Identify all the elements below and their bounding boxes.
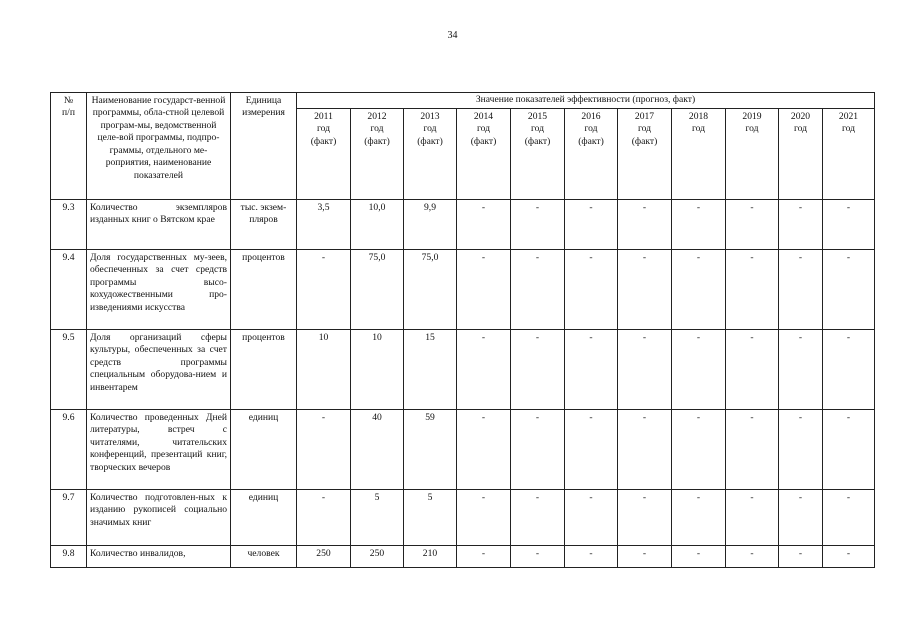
table-row — [51, 490, 875, 546]
value-cell: 75,0 — [404, 250, 457, 330]
value-cell: 250 — [351, 546, 404, 568]
header-year: 2019 год — [726, 109, 779, 200]
header-year: 2014 год (факт) — [457, 109, 511, 200]
value-cell: - — [511, 200, 565, 250]
value-cell: - — [672, 330, 726, 410]
header-group: Значение показателей эффективности (прогноз, факт) — [297, 93, 875, 109]
value-cell: - — [511, 250, 565, 330]
header-year: 2015 год (факт) — [511, 109, 565, 200]
row-number: 9.7 — [51, 490, 87, 546]
indicators-table — [50, 92, 875, 568]
header-name: Наименование государст-венной программы, обла-стной целевой програм-мы, ведомственной целе-вой программы, подпро-граммы, отдельного ме-роприятия, наименование показателей — [87, 93, 231, 200]
unit-of-measure: тыс. экзем-пляров — [231, 200, 297, 250]
value-cell: - — [726, 546, 779, 568]
table-row — [51, 330, 875, 410]
value-cell: - — [618, 250, 672, 330]
value-cell: - — [297, 250, 351, 330]
value-cell: - — [297, 410, 351, 490]
value-cell: - — [823, 490, 875, 546]
value-cell: - — [511, 330, 565, 410]
value-cell: - — [823, 330, 875, 410]
value-cell: - — [511, 546, 565, 568]
header-year: 2016 год (факт) — [565, 109, 618, 200]
page-number: 34 — [447, 30, 458, 41]
value-cell: - — [457, 410, 511, 490]
value-cell: - — [779, 200, 823, 250]
value-cell: - — [726, 330, 779, 410]
value-cell: - — [618, 410, 672, 490]
value-cell: - — [618, 490, 672, 546]
value-cell: 3,5 — [297, 200, 351, 250]
value-cell: 59 — [404, 410, 457, 490]
value-cell: - — [672, 490, 726, 546]
unit-of-measure: человек — [231, 546, 297, 568]
value-cell: - — [457, 546, 511, 568]
row-number: 9.8 — [51, 546, 87, 568]
indicator-name: Количество экземпляров изданных книг о Вятском крае — [87, 200, 231, 250]
value-cell: - — [565, 490, 618, 546]
value-cell: - — [457, 200, 511, 250]
indicator-name: Количество проведенных Дней литературы, встреч с читателями, читательских конференций, презентаций книг, творческих вечеров — [87, 410, 231, 490]
row-number: 9.3 — [51, 200, 87, 250]
value-cell: - — [511, 490, 565, 546]
value-cell: 5 — [351, 490, 404, 546]
table-body — [51, 200, 875, 568]
indicator-name: Доля организаций сферы культуры, обеспеченных за счет средств программы специальным оборудова-нием и инвентарем — [87, 330, 231, 410]
header-year: 2020 год — [779, 109, 823, 200]
header-year: 2012 год (факт) — [351, 109, 404, 200]
value-cell: - — [457, 250, 511, 330]
unit-of-measure: процентов — [231, 330, 297, 410]
value-cell: - — [457, 330, 511, 410]
row-number: 9.4 — [51, 250, 87, 330]
value-cell: 250 — [297, 546, 351, 568]
header-unit: Единица измерения — [231, 93, 297, 200]
value-cell: - — [457, 490, 511, 546]
indicator-name: Количество подготовлен-ных к изданию рукописей социально значимых книг — [87, 490, 231, 546]
value-cell: - — [297, 490, 351, 546]
value-cell: - — [726, 410, 779, 490]
value-cell: 75,0 — [351, 250, 404, 330]
unit-of-measure: единиц — [231, 490, 297, 546]
value-cell: 5 — [404, 490, 457, 546]
value-cell: 10,0 — [351, 200, 404, 250]
header-year: 2017 год (факт) — [618, 109, 672, 200]
value-cell: 15 — [404, 330, 457, 410]
table-header — [51, 93, 875, 200]
value-cell: - — [565, 330, 618, 410]
value-cell: 10 — [351, 330, 404, 410]
row-number: 9.6 — [51, 410, 87, 490]
value-cell: - — [779, 490, 823, 546]
table-row — [51, 250, 875, 330]
value-cell: - — [726, 490, 779, 546]
value-cell: - — [672, 546, 726, 568]
table-row — [51, 410, 875, 490]
unit-of-measure: процентов — [231, 250, 297, 330]
value-cell: 9,9 — [404, 200, 457, 250]
value-cell: - — [672, 410, 726, 490]
table-row — [51, 200, 875, 250]
value-cell: - — [823, 546, 875, 568]
header-num: № п/п — [51, 93, 87, 200]
value-cell: - — [779, 250, 823, 330]
value-cell: - — [779, 410, 823, 490]
value-cell: - — [618, 330, 672, 410]
value-cell: - — [726, 200, 779, 250]
value-cell: - — [618, 546, 672, 568]
value-cell: - — [565, 250, 618, 330]
value-cell: 10 — [297, 330, 351, 410]
header-year: 2011 год (факт) — [297, 109, 351, 200]
indicator-name: Доля государственных му-зеев, обеспеченных за счет средств программы высо-кохудожественными про-изведениями искусства — [87, 250, 231, 330]
indicator-name: Количество инвалидов, — [87, 546, 231, 568]
value-cell: - — [565, 410, 618, 490]
value-cell: - — [823, 250, 875, 330]
row-number: 9.5 — [51, 330, 87, 410]
value-cell: 210 — [404, 546, 457, 568]
value-cell: - — [565, 200, 618, 250]
unit-of-measure: единиц — [231, 410, 297, 490]
value-cell: - — [672, 200, 726, 250]
header-year: 2018 год — [672, 109, 726, 200]
value-cell: - — [779, 546, 823, 568]
value-cell: - — [823, 200, 875, 250]
value-cell: - — [672, 250, 726, 330]
value-cell: - — [511, 410, 565, 490]
value-cell: 40 — [351, 410, 404, 490]
value-cell: - — [565, 546, 618, 568]
header-year: 2021 год — [823, 109, 875, 200]
value-cell: - — [618, 200, 672, 250]
table-row — [51, 546, 875, 568]
header-year: 2013 год (факт) — [404, 109, 457, 200]
value-cell: - — [779, 330, 823, 410]
value-cell: - — [823, 410, 875, 490]
value-cell: - — [726, 250, 779, 330]
